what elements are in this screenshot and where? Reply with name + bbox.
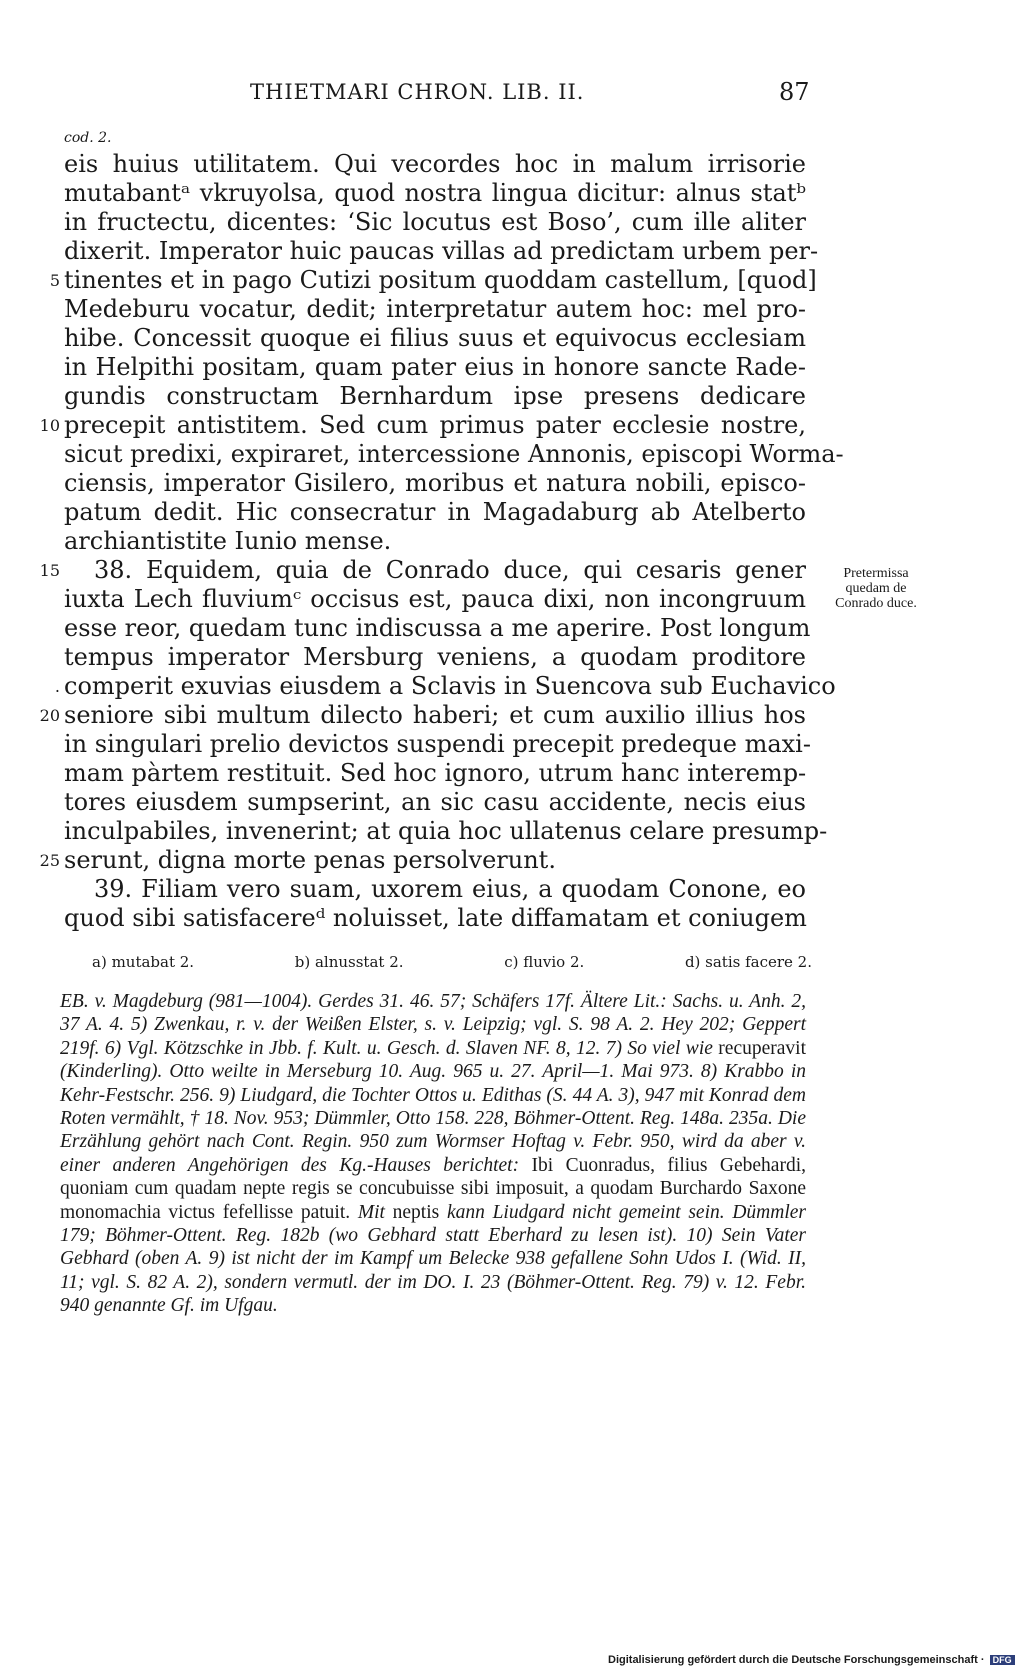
text-line: in Helpithi positam, quam pater eius in honore sancte Rade- — [64, 353, 806, 381]
text-line: mam pàrtem restituit. Sed hoc ignoro, utrum hanc interemp- — [64, 759, 807, 787]
text-line: hibe. Concessit quoque ei filius suus et equivocus ecclesiam — [64, 324, 806, 352]
text-line: quod sibi satisfacereᵈ noluisset, late diffamatam et coniugem — [64, 904, 807, 932]
text-line: tinentes et in pago Cutizi positum quoddam castellum, [quod] — [64, 266, 817, 294]
margin-note-line: quedam de — [845, 581, 907, 596]
text-line: 38. Equidem, quia de Conrado duce, qui cesaris gener — [94, 556, 806, 584]
line-number: 5 — [49, 271, 60, 290]
footer-text: Digitalisierung gefördert durch die Deutsche Forschungsgemeinschaft · — [608, 1654, 985, 1666]
dfg-logo: DFG — [990, 1655, 1015, 1665]
critical-note: a) mutabat 2. — [92, 953, 195, 971]
margin-note-line: Pretermissa — [843, 566, 909, 581]
line-number: 10 — [39, 416, 60, 435]
text-line: ciensis, imperator Gisilero, moribus et natura nobili, episco- — [64, 469, 806, 497]
text-line: precepit antistitem. Sed cum primus pater ecclesie nostre, — [64, 411, 806, 439]
critical-note: b) alnusstat 2. — [294, 953, 404, 971]
text-line: serunt, digna morte penas persolverunt. — [64, 846, 556, 874]
commentary-notes — [60, 990, 806, 1318]
text-line: gundis constructam Bernhardum ipse presens dedicare — [64, 382, 806, 410]
commentary-text: Mit — [357, 1201, 385, 1223]
text-line: sicut predixi, expiraret, intercessione Annonis, episcopi Worma- — [64, 440, 844, 468]
line-number: 25 — [39, 851, 60, 870]
text-line: mutabantᵃ vkruyolsa, quod nostra lingua dicitur: alnus statᵇ — [64, 179, 806, 207]
text-line: tempus imperator Mersburg veniens, a quodam proditore — [64, 643, 806, 671]
text-line: eis huius utilitatem. Qui vecordes hoc in malum irrisorie — [64, 150, 806, 178]
text-line: Medeburu vocatur, dedit; interpretatur autem hoc: mel pro- — [64, 295, 806, 323]
commentary-latin: neptis — [384, 1201, 447, 1223]
commentary-text: EB. v. Magdeburg (981—1004). Gerdes 31. 46. 57; Schäfers 17f. Ältere Lit.: Sachs. u. Anh. 2, 37 A. 4. 5) Zwenkau, r. v. der Weißen Elster, s. v. Leipzig; vgl. S. 98 A. 2. Hey 202; Geppert 219f. 6) Vgl. Kötzschke in Jbb. f. Kult. u. Gesch. d. Slaven NF. 8, 12. 7) So viel wie — [60, 991, 806, 1059]
text-line: esse reor, quedam tunc indiscussa a me aperire. Post longum — [64, 614, 811, 642]
commentary-latin: Ibi Cuonradus, filius Gebehardi, quoniam cum quadam nepte regis se concubuisse sibi imposuit, a quodam Burchardo Saxone monomachia victus fefellisse patuit. — [60, 1154, 807, 1223]
text-line: in singulari prelio devictos suspendi precepit predeque maxi- — [64, 730, 811, 758]
margin-note-line: Conrado duce. — [835, 596, 917, 611]
text-line: 39. Filiam vero suam, uxorem eius, a quodam Conone, eo — [94, 875, 806, 903]
text-line: comperit exuvias eiusdem a Sclavis in Suencova sub Euchavico — [64, 672, 836, 700]
text-line: tores eiusdem sumpserint, an sic casu accidente, necis eius — [64, 788, 806, 816]
text-line: inculpabiles, invenerint; at quia hoc ullatenus celare presump- — [64, 817, 828, 845]
running-title: THIETMARI CHRON. LIB. II. — [250, 80, 585, 104]
line-number: 20 — [39, 706, 60, 725]
text-line: in fructectu, dicentes: ‘Sic locutus est Boso’, cum ille aliter — [64, 208, 806, 236]
codex-note: cod. 2. — [64, 130, 112, 146]
text-line: patum dedit. Hic consecratur in Magadaburg ab Atelberto — [64, 498, 806, 526]
line-mark: . — [54, 677, 60, 696]
line-number: 15 — [39, 561, 60, 580]
critical-note: c) fluvio 2. — [504, 953, 585, 971]
commentary-latin: recuperavit — [712, 1037, 806, 1059]
critical-note: d) satis facere 2. — [684, 953, 812, 971]
text-line: iuxta Lech fluviumᶜ occisus est, pauca dixi, non incongruum — [64, 585, 806, 613]
margin-note — [816, 566, 936, 611]
critical-apparatus — [92, 953, 812, 971]
digitization-footer — [608, 1654, 1015, 1666]
text-line: dixerit. Imperator huic paucas villas ad predictam urbem per- — [64, 237, 819, 265]
text-line: archiantistite Iunio mense. — [64, 527, 392, 555]
page-number: 87 — [779, 78, 810, 106]
commentary-text: kann Liudgard nicht gemeint sein. Dümmler 179; Böhmer-Ottent. Reg. 182b (wo Gebhard statt Eberhard zu lesen ist). 10) Sein Vater Gebhard (oben A. 9) ist nicht der im Kampf um Belecke 938 gefallene Sohn Udos I. (Wid. II, 11; vgl. S. 82 A. 2), sondern vermutl. der im DO. I. 23 (Böhmer-Ottent. Reg. 79) v. 12. Febr. 940 genannte Gf. im Ufgau. — [60, 1201, 806, 1317]
commentary-text: (Kinderling). Otto weilte in Merseburg 10. Aug. 965 u. 27. April—1. Mai 973. 8) Krabbo in Kehr-Festschr. 256. 9) Liudgard, die Tochter Ottos u. Edithas (S. 44 A. 3), 947 mit Konrad dem Roten vermählt, † 18. Nov. 953; Dümmler, Otto 158. 228, Böhmer-Ottent. Reg. 148a. 235a. Die Erzählung gehört nach Cont. Regin. 950 zum Wormser Hoftag v. Febr. 950, wird da aber v. einer anderen Angehörigen des Kg.-Hauses berichtet: — [60, 1061, 806, 1176]
text-line: seniore sibi multum dilecto haberi; et cum auxilio illius hos — [64, 701, 806, 729]
